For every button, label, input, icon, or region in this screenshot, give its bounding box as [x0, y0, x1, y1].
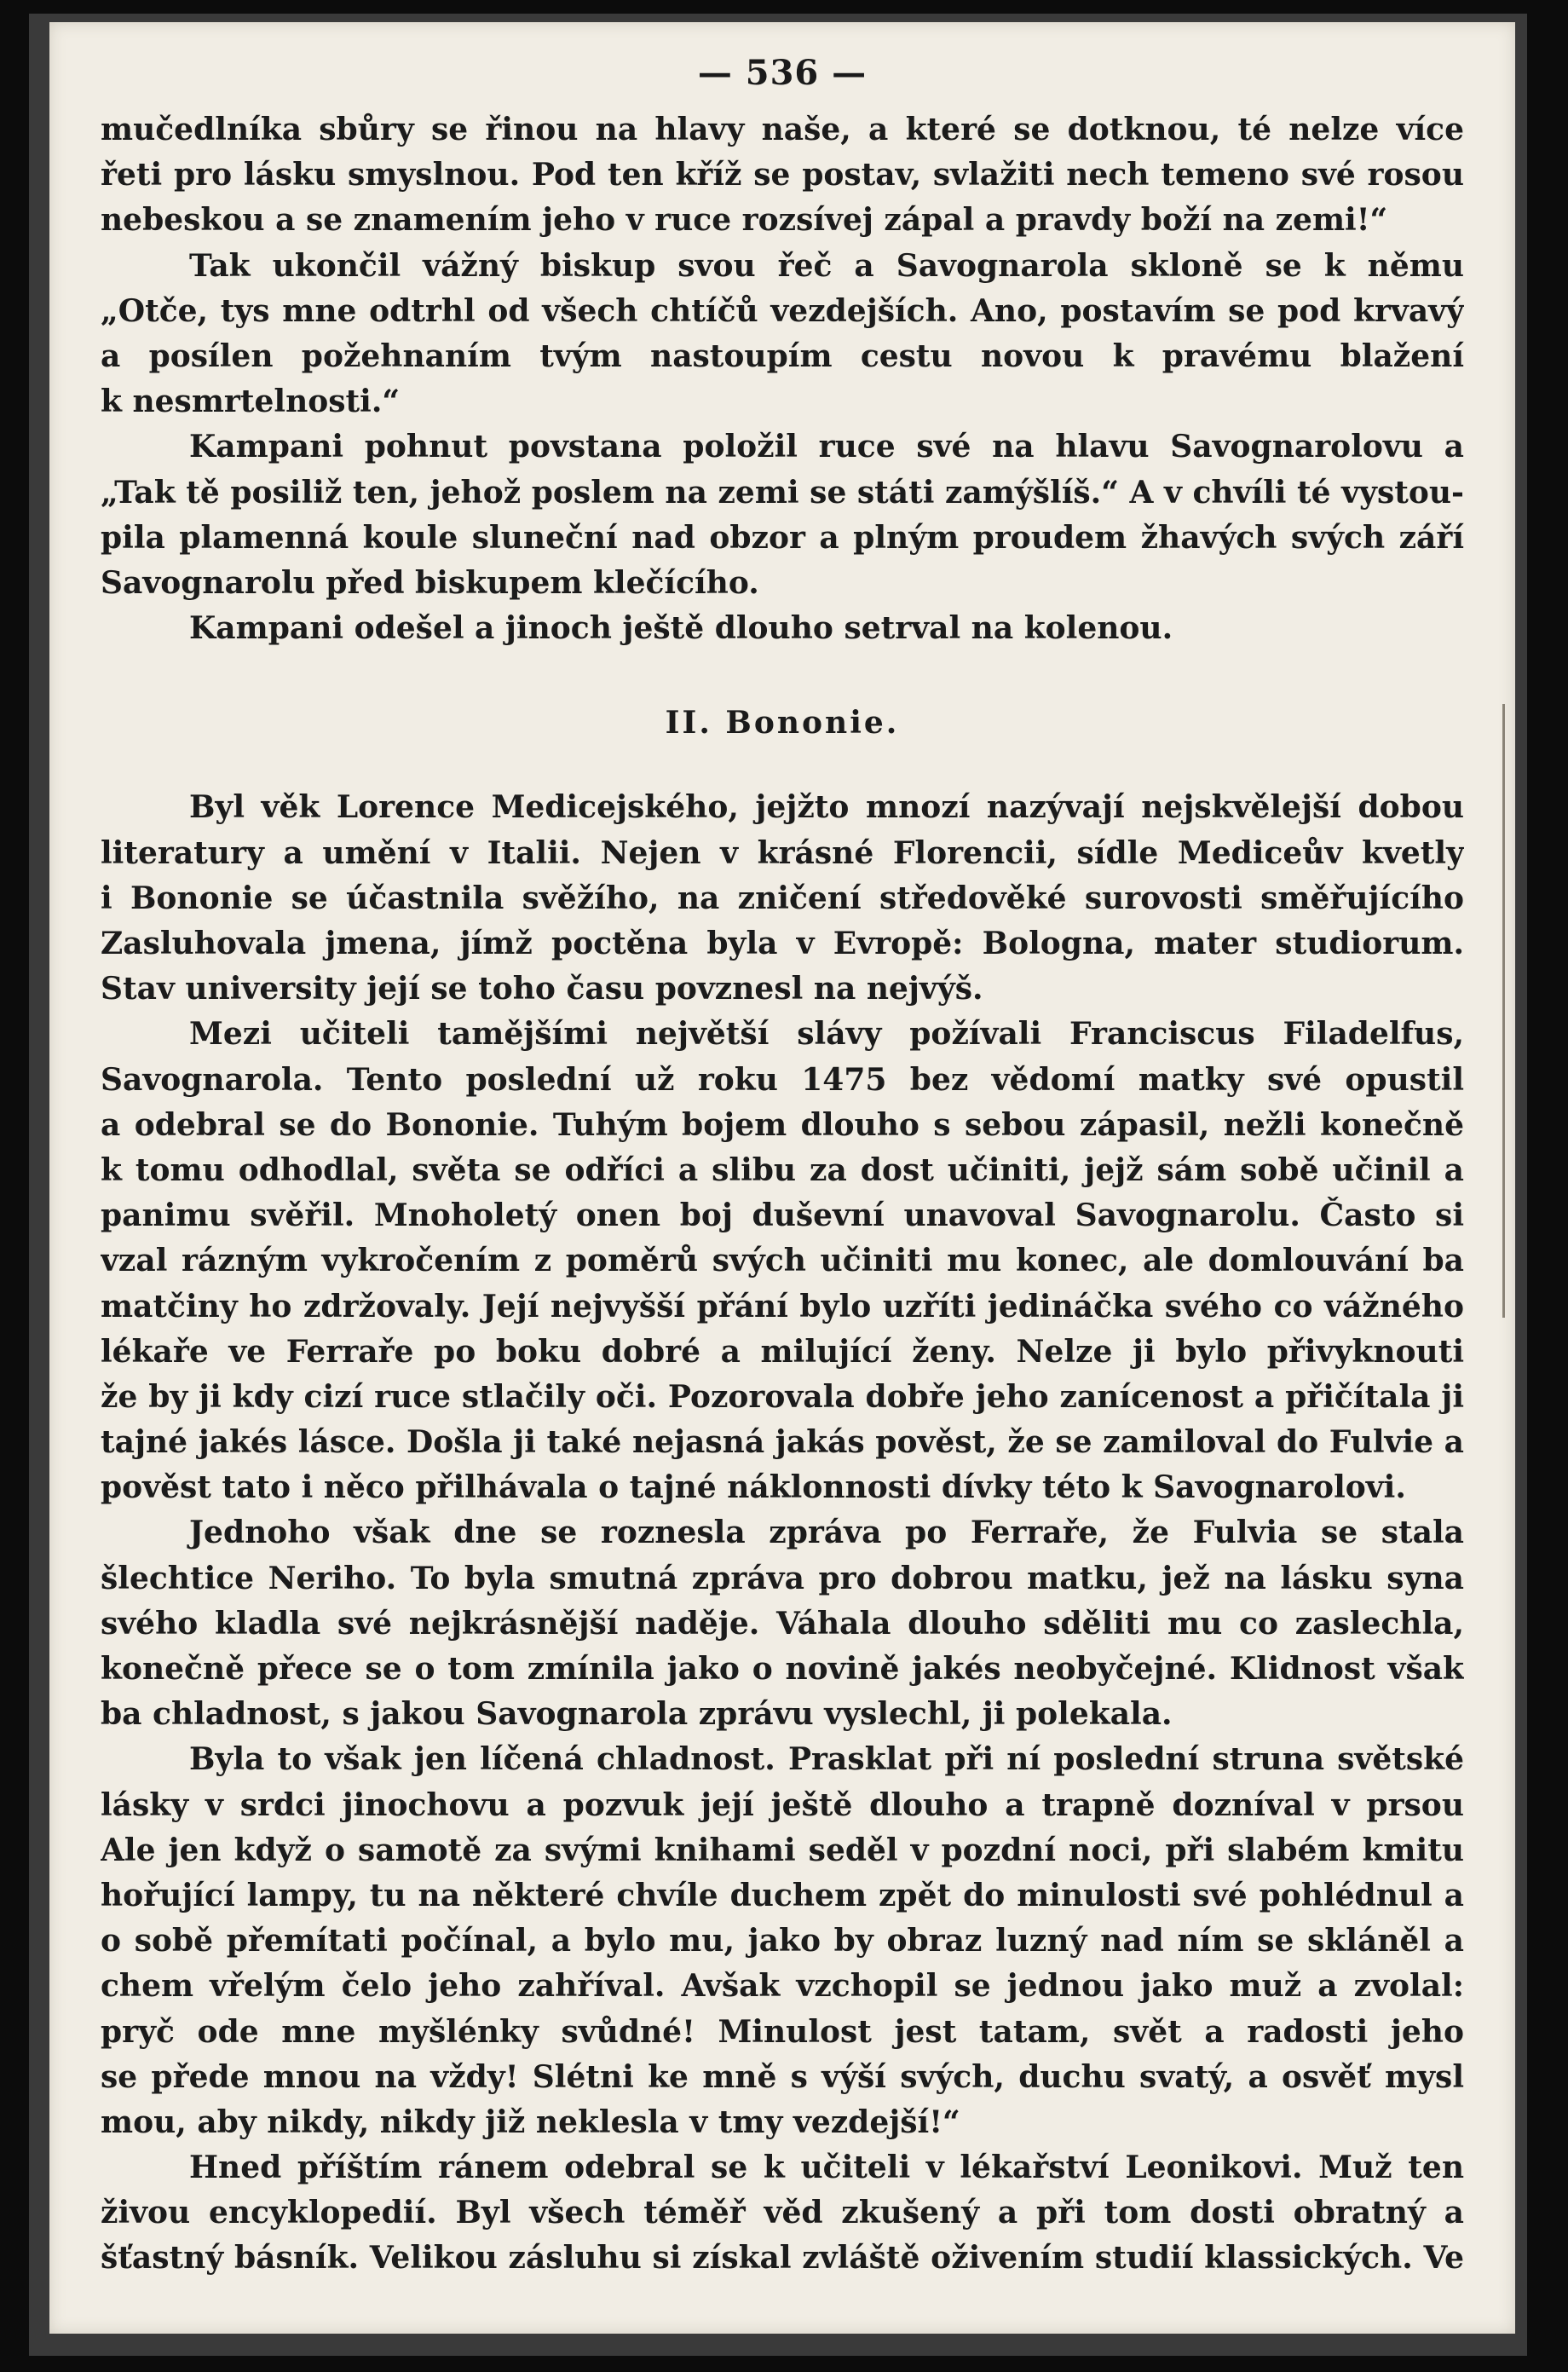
text-line: k tomu odhodlal, světa se odříci a slibu za dost učiniti, jejž sám sobě učinil a: [101, 1151, 1464, 1188]
text-line: lékaře ve Ferraře po boku dobré a milující ženy. Nelze ji bylo přivyknouti: [101, 1333, 1464, 1370]
text-line: Stav university její se toho času povznesl na nejvýš.: [101, 971, 983, 1007]
text-line: Savognarola. Tento poslední už roku 1475 bez vědomí matky své opustil: [101, 1061, 1464, 1098]
text-line: že by ji kdy cizí ruce stlačily oči. Pozorovala dobře jeho zanícenost a přičítala ji: [101, 1378, 1464, 1415]
text-line: panimu svěřil. Mnoholetý onen boj duševní unavoval Savognarolu. Často si: [101, 1198, 1464, 1234]
text-line: mou, aby nikdy, nikdy již neklesla v tmy vezdejší!“: [101, 2104, 960, 2140]
page-edge-shadow: [1502, 704, 1505, 1318]
text-line: tajné jakés lásce. Došla ji také nejasná jakás pověst, že se zamiloval do Fulvie a: [101, 1424, 1464, 1461]
text-line: a posílen požehnaním tvým nastoupím cestu novou k pravému blažení: [101, 338, 1464, 374]
text-line: Zasluhovala jmena, jímž poctěna byla v Evropě: Bologna, mater studiorum.: [101, 926, 1464, 961]
text-line: vzal rázným vykročením z poměrů svých učiniti mu konec, ale domlouvání ba: [101, 1243, 1464, 1279]
text-line: pryč ode mne myšlénky svůdné! Minulost jest tatam, svět a radosti jeho: [101, 2013, 1464, 2050]
text-line: svého kladla své nejkrásnější naděje. Váhala dlouho sděliti mu co zaslechla,: [101, 1605, 1464, 1642]
text-line: konečně přece se o tom zmínila jako o novině jakés neobyčejné. Klidnost však: [101, 1651, 1464, 1687]
text-line: Tak ukončil vážný biskup svou řeč a Savognarola skloně se k němu: [189, 247, 1464, 284]
text-line: ba chladnost, s jakou Savognarola zprávu vyslechl, ji polekala.: [101, 1696, 1173, 1733]
text-line: Hned příštím ránem odebral se k učiteli v lékařství Leonikovi. Muž ten: [189, 2150, 1464, 2186]
text-line: „Otče, tys mne odtrhl od všech chtíčů vezdejších. Ano, postavím se pod krvavý: [101, 292, 1464, 329]
page-number: — 536 —: [697, 53, 868, 93]
text-line: nebeskou a se znamením jeho v ruce rozsívej zápal a pravdy boží na zemi!“: [101, 202, 1388, 239]
text-line: Byla to však jen líčená chladnost. Prasklat při ní poslední struna světské: [189, 1741, 1464, 1778]
book-page: [49, 22, 1515, 2334]
text-line: i Bononie se účastnila svěžího, na zničení středověké surovosti směřujícího: [101, 880, 1464, 916]
text-line: Byl věk Lorence Medicejského, jejžto mnozí nazývají nejskvělejší dobou: [189, 789, 1464, 826]
text-line: živou encyklopedií. Byl všech téměř věd zkušený a při tom dosti obratný a: [101, 2195, 1464, 2231]
text-line: Savognarolu před biskupem klečícího.: [101, 564, 759, 601]
text-line: pila plamenná koule sluneční nad obzor a plným proudem žhavých svých září: [101, 519, 1464, 556]
text-line: šlechtice Neriho. To byla smutná zpráva pro dobrou matku, jež na lásku syna: [101, 1560, 1464, 1596]
text-line: pověst tato i něco přilhávala o tajné náklonnosti dívky této k Savognarolovi.: [101, 1469, 1406, 1506]
text-line: mučedlníka sbůry se řinou na hlavy naše, a které se dotknou, té nelze více: [101, 112, 1464, 147]
text-line: k nesmrtelnosti.“: [101, 384, 401, 420]
text-line: o sobě přemítati počínal, a bylo mu, jako by obraz luzný nad ním se skláněl a: [101, 1923, 1464, 1959]
text-line: řeti pro lásku smyslnou. Pod ten kříž se postav, svlažiti nech temeno své rosou: [101, 157, 1464, 193]
text-line: hořující lampy, tu na některé chvíle duchem zpět do minulosti své pohlédnul a: [101, 1877, 1464, 1913]
text-line: Jednoho však dne se roznesla zpráva po Ferraře, že Fulvia se stala: [189, 1515, 1464, 1551]
text-line: „Tak tě posiliž ten, jehož poslem na zemi se státi zamýšlíš.“ A v chvíli té vystou-: [101, 474, 1464, 511]
text-line: literatury a umění v Italii. Nejen v krásné Florencii, sídle Mediceův kvetly: [101, 834, 1464, 871]
text-line: matčiny ho zdržovaly. Její nejvyšší přání bylo uzříti jedináčka svého co vážného: [101, 1288, 1464, 1325]
text-line: se přede mnou na vždy! Slétni ke mně s výší svých, duchu svatý, a osvěť mysl: [101, 2058, 1464, 2095]
text-line: Kampani odešel a jinoch ještě dlouho setrval na kolenou.: [189, 610, 1173, 647]
text-line: Kampani pohnut povstana položil ruce své na hlavu Savognarolovu a: [189, 429, 1464, 465]
section-heading: II. Bononie.: [665, 705, 900, 742]
text-line: Mezi učiteli tamějšími největší slávy požívali Franciscus Filadelfus,: [189, 1016, 1464, 1053]
text-line: Ale jen když o samotě za svými knihami seděl v pozdní noci, při slabém kmitu: [101, 1832, 1464, 1868]
text-line: šťastný básník. Velikou zásluhu si získal zvláště oživením studií klassických. Ve: [101, 2240, 1464, 2277]
text-line: chem vřelým čelo jeho zahříval. Avšak vzchopil se jednou jako muž a zvolal:: [101, 1968, 1464, 2005]
text-line: a odebral se do Bononie. Tuhým bojem dlouho s sebou zápasil, nežli konečně: [101, 1106, 1464, 1143]
body-text: [101, 107, 1464, 2282]
text-line: lásky v srdci jinochovu a pozvuk její ještě dlouho a trapně dozníval v prsou: [101, 1786, 1464, 1823]
